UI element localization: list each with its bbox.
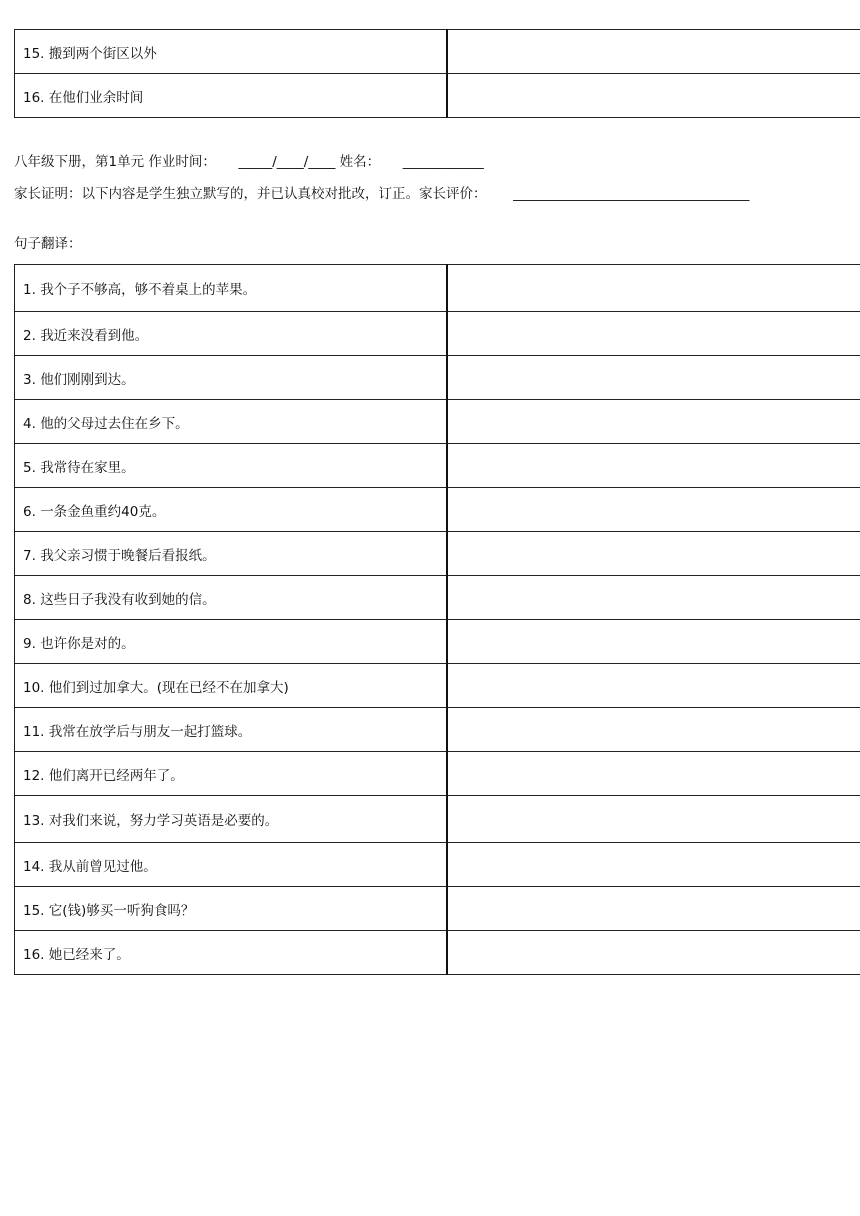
answer-cell[interactable] bbox=[447, 488, 860, 532]
worksheet-header bbox=[14, 150, 484, 170]
table-row bbox=[15, 74, 860, 118]
table-row bbox=[15, 708, 860, 752]
vocab-table-continued bbox=[14, 29, 860, 118]
table-row bbox=[15, 887, 860, 931]
prompt-cell bbox=[15, 265, 448, 312]
answer-cell[interactable] bbox=[447, 620, 860, 664]
answer-cell[interactable] bbox=[447, 356, 860, 400]
item-prompt: 他的父母过去住在乡下。 bbox=[40, 415, 189, 432]
item-prompt: 它(钱)够买一听狗食吗？ bbox=[48, 902, 195, 919]
item-number: 6. bbox=[23, 503, 36, 520]
answer-cell[interactable] bbox=[447, 400, 860, 444]
prompt-cell bbox=[15, 931, 448, 975]
item-prompt: 一条金鱼重约40克。 bbox=[40, 503, 166, 520]
answer-cell[interactable] bbox=[447, 444, 860, 488]
prompt-cell bbox=[15, 488, 448, 532]
prompt-cell bbox=[15, 400, 448, 444]
parent-evaluation-blank[interactable]: ___________________________________ bbox=[513, 186, 750, 202]
table-row bbox=[15, 356, 860, 400]
item-prompt: 我父亲习惯于晚餐后看报纸。 bbox=[40, 547, 216, 564]
item-prompt: 她已经来了。 bbox=[48, 946, 130, 963]
parent-note-text: 家长证明：以下内容是学生独立默写的，并已认真校对批改，订正。家长评价： bbox=[14, 186, 487, 202]
section-title: 句子翻译： bbox=[14, 236, 82, 252]
answer-cell[interactable] bbox=[447, 532, 860, 576]
prompt-cell bbox=[15, 664, 448, 708]
table-row bbox=[15, 30, 860, 74]
table-row bbox=[15, 752, 860, 796]
item-prompt: 在他们业余时间 bbox=[48, 89, 144, 106]
answer-cell[interactable] bbox=[447, 931, 860, 975]
table-row bbox=[15, 488, 860, 532]
table-row bbox=[15, 664, 860, 708]
prompt-cell bbox=[15, 576, 448, 620]
item-prompt: 对我们来说，努力学习英语是必要的。 bbox=[48, 813, 279, 829]
item-prompt: 他们到过加拿大。(现在已经不在加拿大) bbox=[48, 679, 289, 696]
item-number: 14. bbox=[23, 858, 45, 875]
item-prompt: 他们刚刚到达。 bbox=[40, 371, 135, 388]
item-prompt: 我近来没看到他。 bbox=[40, 327, 149, 344]
table-row bbox=[15, 796, 860, 843]
date-blanks[interactable]: _____/____/____ bbox=[238, 154, 336, 170]
name-label: 姓名： bbox=[339, 154, 381, 170]
prompt-cell bbox=[15, 752, 448, 796]
item-prompt: 他们离开已经两年了。 bbox=[48, 767, 184, 784]
item-number: 10. bbox=[23, 679, 45, 696]
answer-cell[interactable] bbox=[447, 664, 860, 708]
table-row bbox=[15, 265, 860, 312]
prompt-cell bbox=[15, 74, 448, 118]
answer-cell[interactable] bbox=[447, 796, 860, 843]
prompt-cell bbox=[15, 30, 448, 74]
answer-cell[interactable] bbox=[447, 265, 860, 312]
item-number: 4. bbox=[23, 415, 36, 432]
item-number: 13. bbox=[23, 813, 45, 829]
item-prompt: 搬到两个街区以外 bbox=[48, 45, 157, 62]
item-prompt: 我常待在家里。 bbox=[40, 459, 135, 476]
table-row bbox=[15, 931, 860, 975]
item-prompt: 这些日子我没有收到她的信。 bbox=[40, 591, 216, 608]
answer-cell[interactable] bbox=[447, 708, 860, 752]
item-number: 12. bbox=[23, 767, 45, 784]
item-number: 5. bbox=[23, 459, 36, 476]
item-number: 15. bbox=[23, 45, 45, 62]
prompt-cell bbox=[15, 312, 448, 356]
table-row bbox=[15, 843, 860, 887]
item-prompt: 也许你是对的。 bbox=[40, 635, 135, 652]
item-number: 3. bbox=[23, 371, 36, 388]
prompt-cell bbox=[15, 444, 448, 488]
table-row bbox=[15, 532, 860, 576]
item-number: 1. bbox=[23, 282, 36, 298]
answer-cell[interactable] bbox=[447, 30, 860, 74]
prompt-cell bbox=[15, 532, 448, 576]
table-row bbox=[15, 620, 860, 664]
prompt-cell bbox=[15, 843, 448, 887]
grade-unit-label: 八年级下册，第1单元 作业时间： bbox=[14, 154, 216, 170]
answer-cell[interactable] bbox=[447, 576, 860, 620]
answer-cell[interactable] bbox=[447, 752, 860, 796]
item-prompt: 我个子不够高，够不着桌上的苹果。 bbox=[40, 282, 257, 298]
answer-cell[interactable] bbox=[447, 843, 860, 887]
item-number: 8. bbox=[23, 591, 36, 608]
table-row bbox=[15, 400, 860, 444]
item-number: 16. bbox=[23, 946, 45, 963]
answer-cell[interactable] bbox=[447, 312, 860, 356]
item-number: 15. bbox=[23, 902, 45, 919]
prompt-cell bbox=[15, 708, 448, 752]
name-blank[interactable]: ____________ bbox=[402, 154, 484, 170]
prompt-cell bbox=[15, 796, 448, 843]
prompt-cell bbox=[15, 620, 448, 664]
table-row bbox=[15, 444, 860, 488]
answer-cell[interactable] bbox=[447, 74, 860, 118]
item-number: 16. bbox=[23, 89, 45, 106]
item-prompt: 我从前曾见过他。 bbox=[48, 858, 157, 875]
table-row bbox=[15, 312, 860, 356]
parent-certification bbox=[14, 182, 749, 202]
answer-cell[interactable] bbox=[447, 887, 860, 931]
item-prompt: 我常在放学后与朋友一起打篮球。 bbox=[48, 723, 252, 740]
prompt-cell bbox=[15, 887, 448, 931]
table-row bbox=[15, 576, 860, 620]
item-number: 7. bbox=[23, 547, 36, 564]
item-number: 2. bbox=[23, 327, 36, 344]
prompt-cell bbox=[15, 356, 448, 400]
item-number: 11. bbox=[23, 723, 45, 740]
translation-table bbox=[14, 264, 860, 975]
item-number: 9. bbox=[23, 635, 36, 652]
